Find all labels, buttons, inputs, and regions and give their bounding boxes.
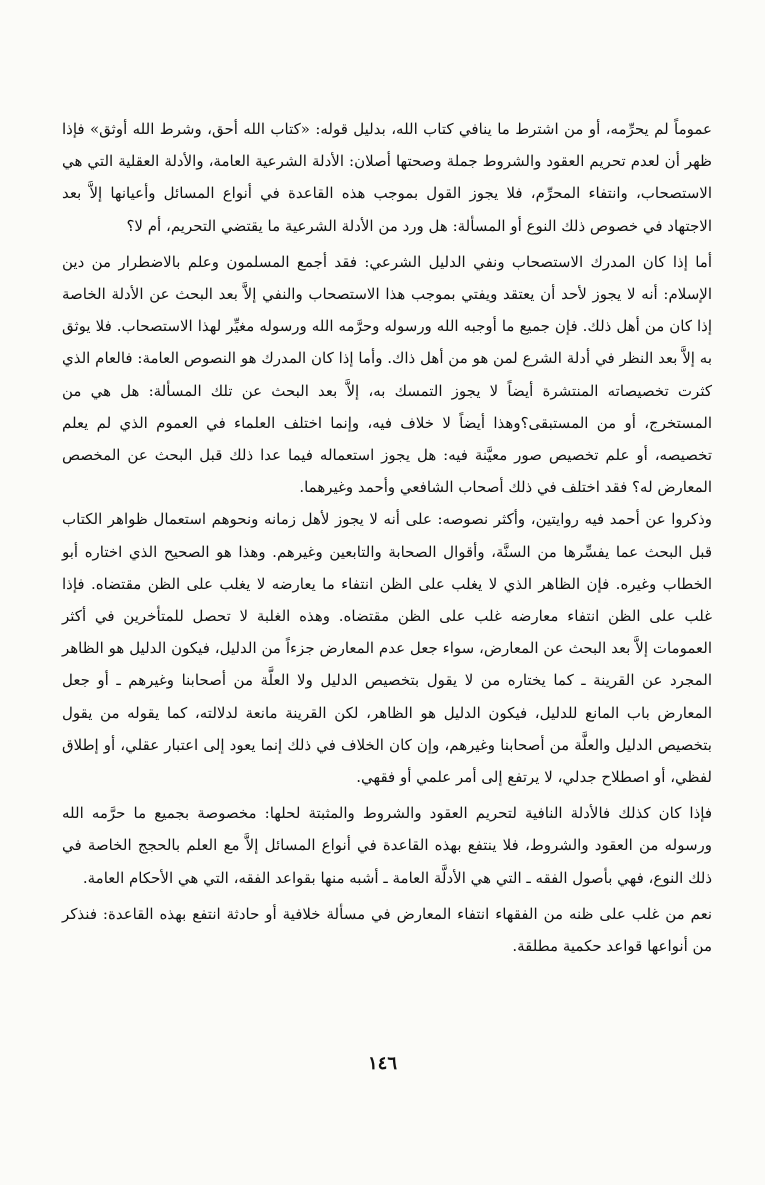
paragraph-5: نعم من غلب على ظنه من الفقهاء انتفاء المعارض في مسألة خلافية أو حادثة انتفع بهذه القاعدة: فنذكر من أنواعها قواعد حكمية مطلقة. <box>62 904 712 956</box>
paragraph-4: فإذا كان كذلك فالأدلة النافية لتحريم العقود والشروط والمثبتة لحلها: مخصوصة بجميع ما حرَّمه الله ورسوله من العقود والشروط، فلا ينتفع بهذه القاعدة في أنواع المسائل إلاَّ مع العلم بالحجج الخاصة في ذلك النوع، فهي بأصول الفقه ـ التي هي الأدلَّة العامة ـ أشبه منها بقواعد الفقه، التي هي الأحكام العامة. <box>62 804 712 887</box>
paragraph-1: عموماً لم يحرِّمه، أو من اشترط ما ينافي كتاب الله، بدليل قوله: «كتاب الله أحق، وشرط الله أوثق» فإذا ظهر أن لعدم تحريم العقود والشروط جملة وصحتها أصلان: الأدلة الشرعية العامة، والأدلة العقلية التي هي الاستصحاب، وانتفاء المحرِّم، فلا يجوز القول بموجب هذه القاعدة في أنواع المسائل وأعيانها إلاَّ بعد الاجتهاد في خصوص ذلك النوع أو المسألة: هل ورد من الأدلة الشرعية ما يقتضي التحريم، أم لا؟ <box>62 120 713 235</box>
page-number: ١٤٦ <box>367 1053 397 1074</box>
paragraph-3: وذكروا عن أحمد فيه روايتين، وأكثر نصوصه: على أنه لا يجوز لأهل زمانه ونحوهم استعمال ظواهر الكتاب قبل البحث عما يفسِّرها من السنَّة، وأقوال الصحابة والتابعين وغيرهم. وهذا هو الصحيح الذي اختاره أبو الخطاب وغيره. فإن الظاهر الذي لا يغلب على الظن انتفاء ما يعارضه لا يغلب على الظن مقتضاه. فإذا غلب على الظن انتفاء معارضه غلب على الظن مقتضاه. وهذه الغلبة لا تحصل للمتأخرين في أكثر العمومات إلاَّ بعد البحث عن المعارض، سواء جعل عدم المعارض جزءاً من الدليل، فيكون الدليل هو الظاهر المجرد عن القرينة ـ كما يختاره من لا يقول بتخصيص الدليل ولا العلَّة من أصحابنا وغيرهم ـ أو جعل المعارض باب المانع للدليل، فيكون الدليل هو الظاهر، لكن القرينة مانعة لدلالته، كما يقوله من يقول بتخصيص الدليل والعلَّة من أصحابنا وغيرهم، وإن كان الخلاف في ذلك إنما يعود إلى اعتبار عقلي، أو إطلاق لفظي، أو اصطلاح جدلي، لا يرتفع إلى أمر علمي أو فقهي. <box>62 510 712 787</box>
book-page-text <box>62 113 712 962</box>
paragraph-2: أما إذا كان المدرك الاستصحاب ونفي الدليل الشرعي: فقد أجمع المسلمون وعلم بالاضطرار من دين الإسلام: أنه لا يجوز لأحد أن يعتقد ويفتي بموجب هذا الاستصحاب والنفي إلاَّ بعد البحث عن الأدلة الخاصة إذا كان من أهل ذلك. فإن جميع ما أوجبه الله ورسوله وحرَّمه الله ورسوله مغيِّر لهذا الاستصحاب. فلا يوثق به إلاَّ بعد النظر في أدلة الشرع لمن هو من أهل ذاك. وأما إذا كان المدرك هو النصوص العامة: فالعام الذي كثرت تخصيصاته المنتشرة أيضاً لا يجوز التمسك به، إلاَّ بعد البحث عن تلك المسألة: هل هي من المستخرج، أو من المستبقى؟وهذا أيضاً لا خلاف فيه، وإنما اختلف العلماء في العموم الذي لم يعلم تخصيصه، أو علم تخصيص صور معيَّنة فيه: هل يجوز استعماله فيما عدا ذلك قبل البحث عن المخصص المعارض له؟ فقد اختلف في ذلك أصحاب الشافعي وأحمد وغيرهما. <box>62 252 712 497</box>
